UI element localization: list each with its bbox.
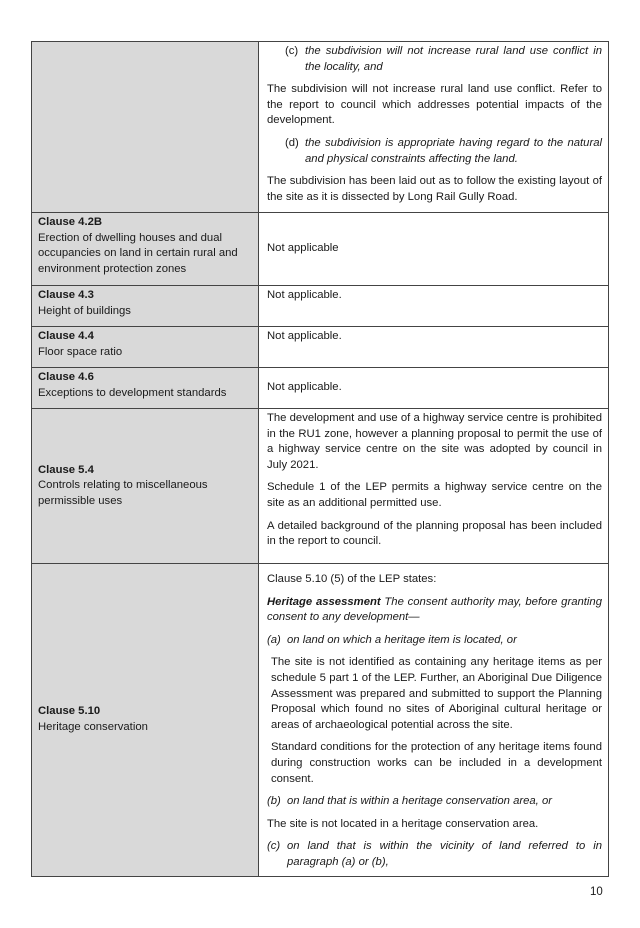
table-row — [32, 327, 609, 368]
clause-title: Clause 5.10 — [38, 705, 101, 718]
response-cell — [259, 286, 609, 327]
response-text: The subdivision will not increase rural land use conflict. Refer to the report to council which addresses potential impacts of the development. — [267, 83, 602, 127]
page-number: 10 — [590, 886, 603, 898]
subclause-label: (c) — [267, 840, 281, 853]
quote-text: The consent authority may, before granting consent to any development— — [267, 595, 602, 624]
subclause-label: (a) — [267, 633, 281, 646]
response-cell — [259, 564, 609, 877]
subclause-d — [267, 136, 602, 167]
clause-title: Clause 5.4 — [38, 463, 94, 476]
subclause-b — [267, 794, 602, 810]
subclause-label: (d) — [285, 136, 299, 149]
response-text: Not applicable. — [267, 381, 342, 394]
response-text: A detailed background of the planning proposal has been included in the report to council. — [267, 519, 602, 548]
response-text: The subdivision has been laid out as to follow the existing layout of the site as it is dissected by Long Rail Gully Road. — [267, 175, 602, 203]
clause-description: Height of buildings — [38, 304, 131, 317]
response-cell — [259, 409, 609, 564]
clause-quote — [267, 595, 602, 626]
response-text: Not applicable — [267, 242, 339, 255]
subclause-text: the subdivision is appropriate having regard to the natural and physical constraints affecting the land. — [305, 136, 602, 165]
clause-description: Exceptions to development standards — [38, 386, 227, 399]
clause-title: Clause 4.2B — [38, 216, 103, 228]
clause-description: Controls relating to miscellaneous permissible uses — [38, 479, 208, 507]
clause-cell — [32, 213, 259, 286]
table-row — [32, 564, 609, 877]
clause-cell — [32, 368, 259, 409]
table-row — [32, 286, 609, 327]
response-cell — [259, 213, 609, 286]
quote-heading: Heritage assessment — [267, 595, 381, 608]
response-text: Schedule 1 of the LEP permits a highway service centre on the site as an additional permitted use. — [267, 481, 602, 509]
subclause-text: the subdivision will not increase rural land use conflict in the locality, and — [305, 45, 602, 73]
response-text: The site is not identified as containing any heritage items as per schedule 5 part 1 of the LEP. Further, an Aboriginal Due Diligence Assessment was prepared and submitted to support the Planning Proposal which found no sites of Aboriginal cultural heritage or areas of archaeological potential across the site. — [271, 656, 602, 731]
clause-cell — [32, 409, 259, 564]
subclause-a — [267, 633, 602, 649]
response-text: Standard conditions for the protection of any heritage items found during construction works can be included in a development consent. — [271, 741, 602, 785]
clause-description: Heritage conservation — [38, 721, 148, 733]
response-cell — [259, 42, 609, 213]
clause-table — [31, 41, 609, 877]
clause-title: Clause 4.6 — [38, 371, 94, 383]
response-text: Not applicable. — [267, 289, 342, 301]
table-row — [32, 409, 609, 564]
clause-cell — [32, 327, 259, 368]
response-text: The development and use of a highway service centre is prohibited in the RU1 zone, however a planning proposal to permit the use of a highway service centre on the site was adopted by council in July 2021. — [267, 412, 602, 471]
subclause-text: on land that is within a heritage conservation area, or — [287, 795, 553, 808]
clause-description: Erection of dwelling houses and dual occupancies on land in certain rural and environment protection zones — [38, 231, 238, 275]
clause-title: Clause 4.3 — [38, 289, 94, 301]
subclause-text: on land on which a heritage item is located, or — [287, 633, 517, 646]
subclause-label: (c) — [285, 45, 299, 57]
clause-title: Clause 4.4 — [38, 330, 94, 342]
subclause-c — [267, 839, 602, 870]
subclause-label: (b) — [267, 795, 281, 808]
clause-description: Floor space ratio — [38, 345, 123, 358]
subclause-c — [267, 44, 602, 75]
clause-cell-empty — [32, 42, 259, 213]
response-text: Not applicable. — [267, 330, 342, 342]
response-cell — [259, 368, 609, 409]
table-row — [32, 368, 609, 409]
response-text: The site is not located in a heritage conservation area. — [267, 817, 539, 830]
table-row — [32, 213, 609, 286]
clause-cell — [32, 564, 259, 877]
clause-cell — [32, 286, 259, 327]
table-row — [32, 42, 609, 213]
subclause-text: on land that is within the vicinity of land referred to in paragraph (a) or (b), — [287, 840, 602, 868]
response-cell — [259, 327, 609, 368]
response-text: Clause 5.10 (5) of the LEP states: — [267, 573, 437, 585]
